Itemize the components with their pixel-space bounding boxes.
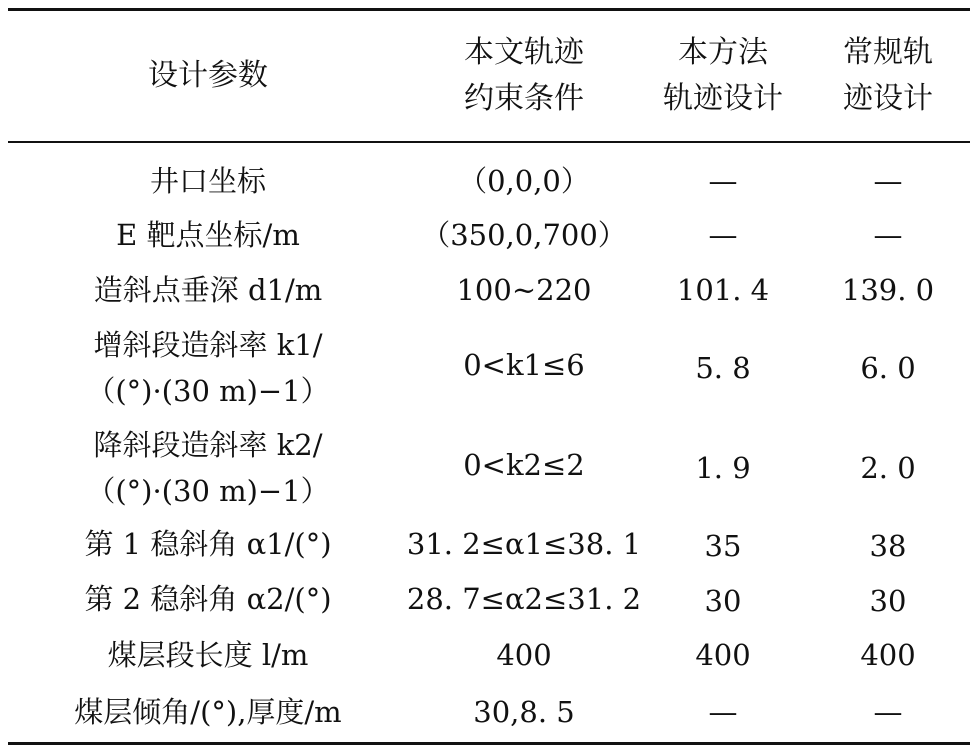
header-design-parameter [8, 12, 408, 140]
param-cell [8, 267, 408, 313]
param-label: 第 2 稳斜角 α2/(°) [84, 582, 332, 616]
table-header-rule [8, 141, 970, 143]
method-cell: — [708, 164, 738, 198]
conventional-cell: — [873, 164, 903, 198]
param-label-line1: 增斜段造斜率 k1/ [93, 328, 323, 362]
param-cell [8, 212, 408, 258]
constraint-cell: 100~220 [456, 273, 592, 307]
param-label: 煤层段长度 l/m [107, 638, 309, 672]
param-label: 井口坐标 [149, 164, 266, 198]
conventional-cell: 6. 0 [860, 351, 916, 385]
header-label-line1: 本文轨迹 [464, 35, 584, 70]
header-label-line1: 常规轨 [843, 35, 933, 70]
param-label: E 靶点坐标/m [116, 218, 300, 252]
method-cell: 400 [695, 638, 751, 672]
constraint-cell: 28. 7≤α2≤31. 2 [406, 582, 642, 616]
conventional-cell: — [873, 218, 903, 252]
header-conventional [806, 12, 970, 140]
header-label-line2: 约束条件 [464, 81, 584, 116]
constraint-cell: （350,0,700） [421, 218, 627, 252]
conventional-cell: 30 [869, 584, 907, 618]
param-cell [8, 632, 408, 678]
param-label-line2: （(°)·(30 m)−1） [86, 474, 330, 508]
param-cell [8, 158, 408, 204]
param-cell [8, 418, 408, 518]
method-cell: — [708, 695, 738, 729]
constraint-cell: 0<k1≤6 [463, 348, 585, 382]
param-label-line2: （(°)·(30 m)−1） [86, 374, 330, 408]
param-label-line1: 降斜段造斜率 k2/ [93, 428, 323, 462]
conventional-cell: 139. 0 [841, 273, 935, 307]
header-constraint [408, 12, 640, 140]
param-cell [8, 689, 408, 735]
constraint-cell: 400 [496, 638, 552, 672]
method-cell: 5. 8 [695, 351, 751, 385]
table-bottom-rule [8, 742, 970, 745]
method-cell: — [708, 218, 738, 252]
method-cell: 30 [704, 584, 742, 618]
header-label-line1: 本方法 [678, 35, 768, 70]
method-cell: 101. 4 [676, 273, 770, 307]
constraint-cell: （0,0,0） [458, 164, 590, 198]
conventional-cell: 38 [869, 529, 907, 563]
conventional-cell: 2. 0 [860, 451, 916, 485]
param-cell [8, 521, 408, 567]
constraint-cell: 30,8. 5 [473, 695, 575, 729]
constraint-cell: 0<k2≤2 [463, 448, 585, 482]
conventional-cell: — [873, 695, 903, 729]
header-label-line2: 迹设计 [843, 81, 933, 116]
method-cell: 1. 9 [695, 451, 751, 485]
header-label-line2: 轨迹设计 [663, 81, 783, 116]
method-cell: 35 [704, 529, 742, 563]
param-label: 第 1 稳斜角 α1/(°) [84, 527, 332, 561]
header-label: 设计参数 [148, 58, 268, 93]
conventional-cell: 400 [860, 638, 916, 672]
param-cell [8, 576, 408, 622]
constraint-cell: 31. 2≤α1≤38. 1 [406, 527, 642, 561]
param-label: 造斜点垂深 d1/m [93, 273, 323, 307]
param-cell [8, 318, 408, 418]
param-label: 煤层倾角/(°),厚度/m [74, 695, 342, 729]
table-top-rule [8, 8, 970, 11]
header-this-method [640, 12, 806, 140]
